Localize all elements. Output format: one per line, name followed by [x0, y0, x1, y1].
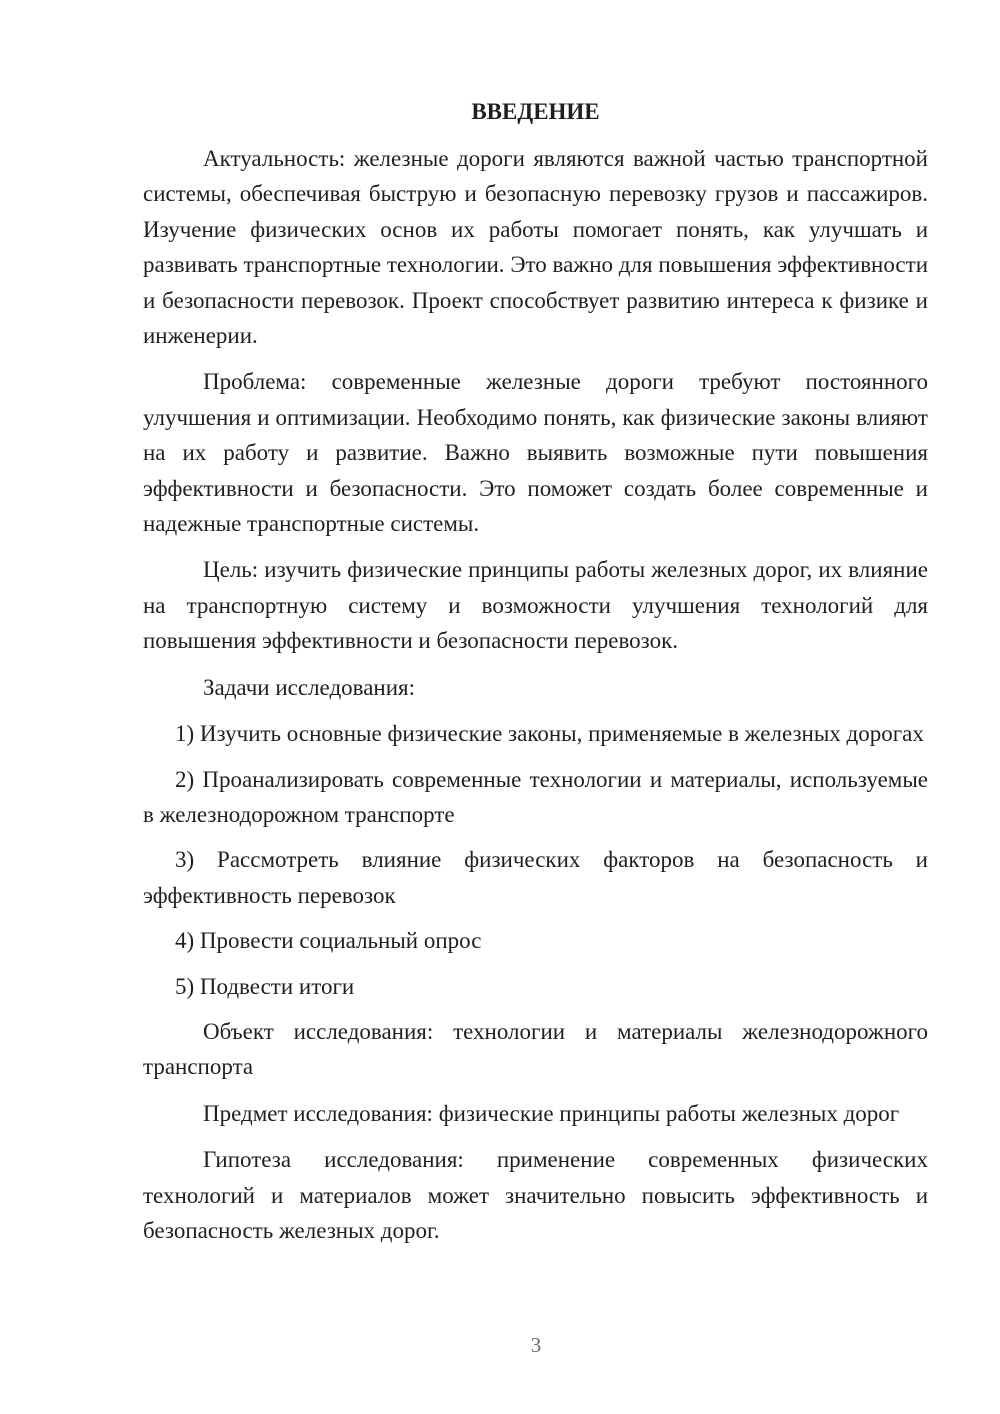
page-number: 3 [530, 1333, 542, 1357]
task-item: 1) Изучить основные физические законы, применяемые в железных дорогах [175, 721, 924, 747]
object-paragraph: Объект исследования: технологии и материалы железнодорожного транспорта [143, 1018, 928, 1080]
subject-paragraph: Предмет исследования: физические принципы работы железных дорог [203, 1100, 900, 1126]
task-item: 4) Провести социальный опрос [175, 928, 482, 954]
goal-paragraph: Цель: изучить физические принципы работы железных дорог, их влияние на транспортную систему и возможности улучшения технологий для повышения эффективности и безопасности перевозок. [143, 557, 928, 654]
page-title: ВВЕДЕНИЕ [471, 99, 600, 124]
task-item: 3) Рассмотреть влияние физических факторов на безопасность и эффективность перевозок [143, 847, 928, 908]
task-item: 5) Подвести итоги [175, 973, 355, 999]
problem-paragraph: Проблема: современные железные дороги требуют постоянного улучшения и оптимизации. Необходимо понять, как физические законы влияют на их работу и развитие. Важно выявить возможные пути повышения эффективности и безопасности. Это поможет создать более современные и надежные транспортные системы. [143, 369, 928, 537]
page-content [143, 94, 928, 1259]
relevance-paragraph: Актуальность: железные дороги являются важной частью транспортной системы, обеспечивая быструю и безопасную перевозку грузов и пассажиров. Изучение физических основ их работы помогает понять, как улучшать и развивать транспортные технологии. Это важно для повышения эффективности и безопасности перевозок. Проект способствует развитию интереса к физике и инженерии. [143, 146, 928, 349]
hypothesis-paragraph: Гипотеза исследования: применение современных физических технологий и материалов может значительно повысить эффективность и безопасность железных дорог. [143, 1147, 928, 1243]
tasks-heading: Задачи исследования: [203, 674, 416, 700]
task-item: 2) Проанализировать современные технологии и материалы, используемые в железнодорожном транспорте [143, 766, 928, 827]
